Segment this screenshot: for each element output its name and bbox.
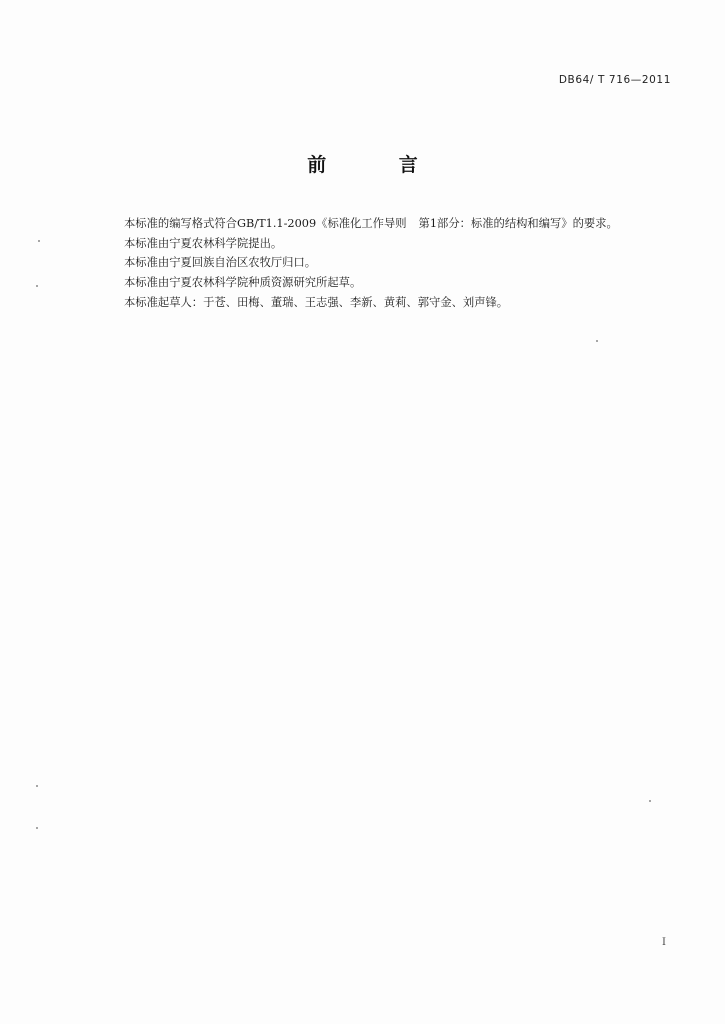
page-title: 前 言 xyxy=(307,154,451,176)
scan-speck xyxy=(649,800,651,802)
scan-speck xyxy=(596,340,598,342)
standard-document-code: DB64/ T 716—2011 xyxy=(558,74,671,86)
scan-speck xyxy=(36,285,38,287)
paragraph-drafting-unit: 本标准由宁夏农林科学院种质资源研究所起草。 xyxy=(124,276,362,290)
paragraph-format-standard xyxy=(124,214,684,234)
paragraph-format-part2: 第1部分：标准的结构和编写》的要求。 xyxy=(418,217,618,230)
paragraph-drafters: 本标准起草人：于苍、田梅、董瑞、王志强、李新、黄莉、郭守金、刘声锋。 xyxy=(124,295,509,309)
scan-speck xyxy=(36,785,38,787)
paragraph-format-part1: 本标准的编写格式符合GB/T1.1-2009《标准化工作导则 xyxy=(124,217,407,230)
paragraph-administrator: 本标准由宁夏回族自治区农牧厅归口。 xyxy=(124,256,317,270)
scan-speck xyxy=(38,240,40,242)
paragraph-proposer: 本标准由宁夏农林科学院提出。 xyxy=(124,236,283,250)
preface-body xyxy=(124,214,684,313)
scan-speck xyxy=(36,827,38,829)
page-number: I xyxy=(662,937,666,948)
